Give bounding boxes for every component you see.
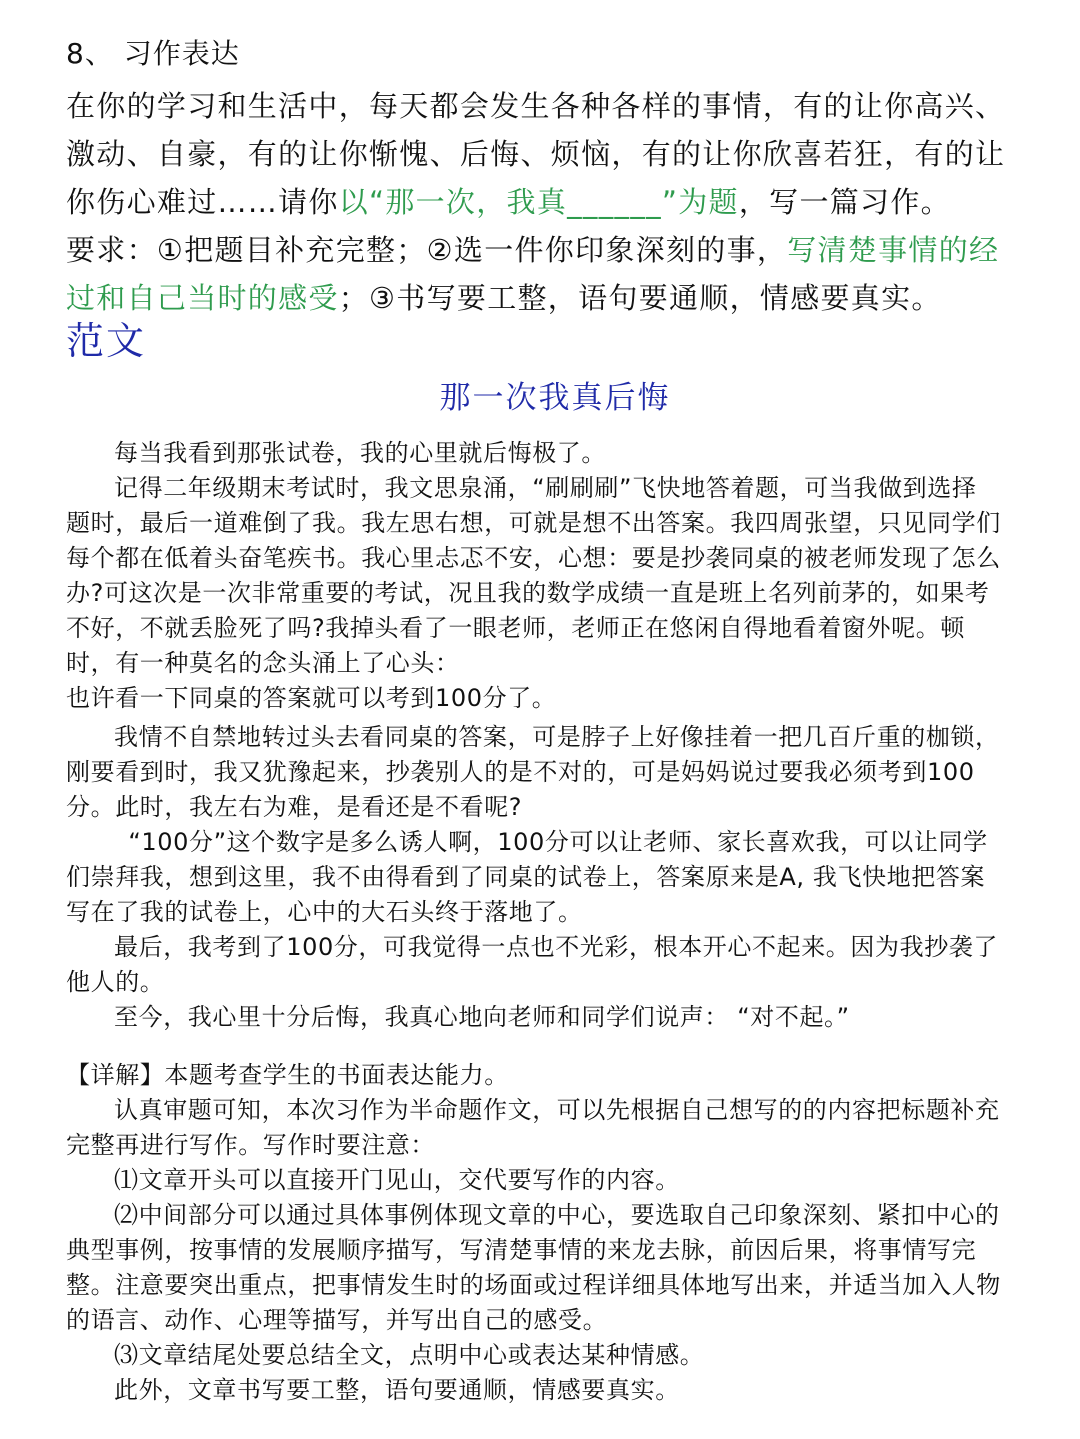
analysis-heading: 【详解】本题考查学生的书面表达能力。 — [66, 1061, 509, 1089]
requirements-highlight: 写清楚事情的经过和自己当时的感受 — [66, 233, 1000, 315]
essay-paragraph: 也许看一下同桌的答案就可以考到100分了。 — [66, 684, 557, 712]
essay-paragraph: 最后，我考到了100分，可我觉得一点也不光彩，根本开心不起来。因为我抄袭了他人的。 — [66, 933, 999, 996]
essay-paragraph: 至今，我心里十分后悔，我真心地向老师和同学们说声： “对不起。” — [114, 1003, 850, 1031]
analysis-section — [66, 1058, 1001, 1408]
requirements-text-end: ；③书写要工整，语句要通顺，情感要真实。 — [338, 281, 942, 315]
prompt-title-highlight: 以“那一次，我真______”为题 — [338, 185, 739, 219]
essay-title: 那一次我真后悔 — [439, 380, 671, 416]
essay-paragraph: 每当我看到那张试卷，我的心里就后悔极了。 — [114, 439, 606, 467]
question-header: 8、 习作表达 — [66, 37, 240, 70]
prompt-text-end: ，写一篇习作。 — [738, 185, 951, 219]
prompt-text: 在你的学习和生活中，每天都会发生各种各样的事情，有的让你高兴、激动、自豪，有的让你惭愧、后悔、烦恼，有的让你欣喜若狂，有的让你伤心难过……请你 — [66, 89, 1006, 219]
analysis-point: ⑵中间部分可以通过具体事例体现文章的中心，要选取自己印象深刻、紧扣中心的典型事例，按事情的发展顺序描写，写清楚事情的来龙去脉，前因后果，将事情写完整。注意要突出重点，把事情发生时的场面或过程详细具体地写出来，并适当加入人物的语言、动作、心理等描写，并写出自己的感受。 — [66, 1201, 1001, 1334]
model-essay-label: 范文 — [66, 319, 147, 363]
requirements-text: 要求：①把题目补充完整；②选一件你印象深刻的事， — [66, 233, 788, 267]
essay-body — [66, 436, 1001, 1035]
analysis-closing: 此外，文章书写要工整，语句要通顺，情感要真实。 — [114, 1376, 680, 1404]
essay-paragraph: “100分”这个数字是多么诱人啊，100分可以让老师、家长喜欢我，可以让同学们崇拜我，想到这里，我不由得看到了同桌的试卷上，答案原来是A, 我飞快地把答案写在了我的试卷上，心中的大石头终于落地了。 — [66, 828, 988, 926]
essay-paragraph: 记得二年级期末考试时，我文思泉涌，“刷刷刷”飞快地答着题，可当我做到选择题时，最后一道难倒了我。我左思右想，可就是想不出答案。我四周张望，只见同学们每个都在低着头奋笔疾书。我心里忐忑不安，心想：要是抄袭同桌的被老师发现了怎么办?可这次是一次非常重要的考试，况且我的数学成绩一直是班上名列前茅的，如果考不好，不就丢脸死了吗?我掉头看了一眼老师，老师正在悠闲自得地看着窗外呢。顿时，有一种莫名的念头涌上了心头： — [66, 474, 1001, 677]
analysis-intro: 认真审题可知，本次习作为半命题作文，可以先根据自己想写的的内容把标题补充完整再进行写作。写作时要注意： — [66, 1096, 1000, 1159]
analysis-point: ⑶文章结尾处要总结全文，点明中心或表达某种情感。 — [114, 1341, 705, 1369]
essay-paragraph: 我情不自禁地转过头去看同桌的答案，可是脖子上好像挂着一把几百斤重的枷锁，刚要看到时，我又犹豫起来，抄袭别人的是不对的，可是妈妈说过要我必须考到100分。此时，我左右为难，是看还是不看呢? — [66, 723, 1000, 821]
analysis-point: ⑴文章开头可以直接开门见山，交代要写作的内容。 — [114, 1166, 680, 1194]
question-prompt — [66, 82, 1016, 322]
